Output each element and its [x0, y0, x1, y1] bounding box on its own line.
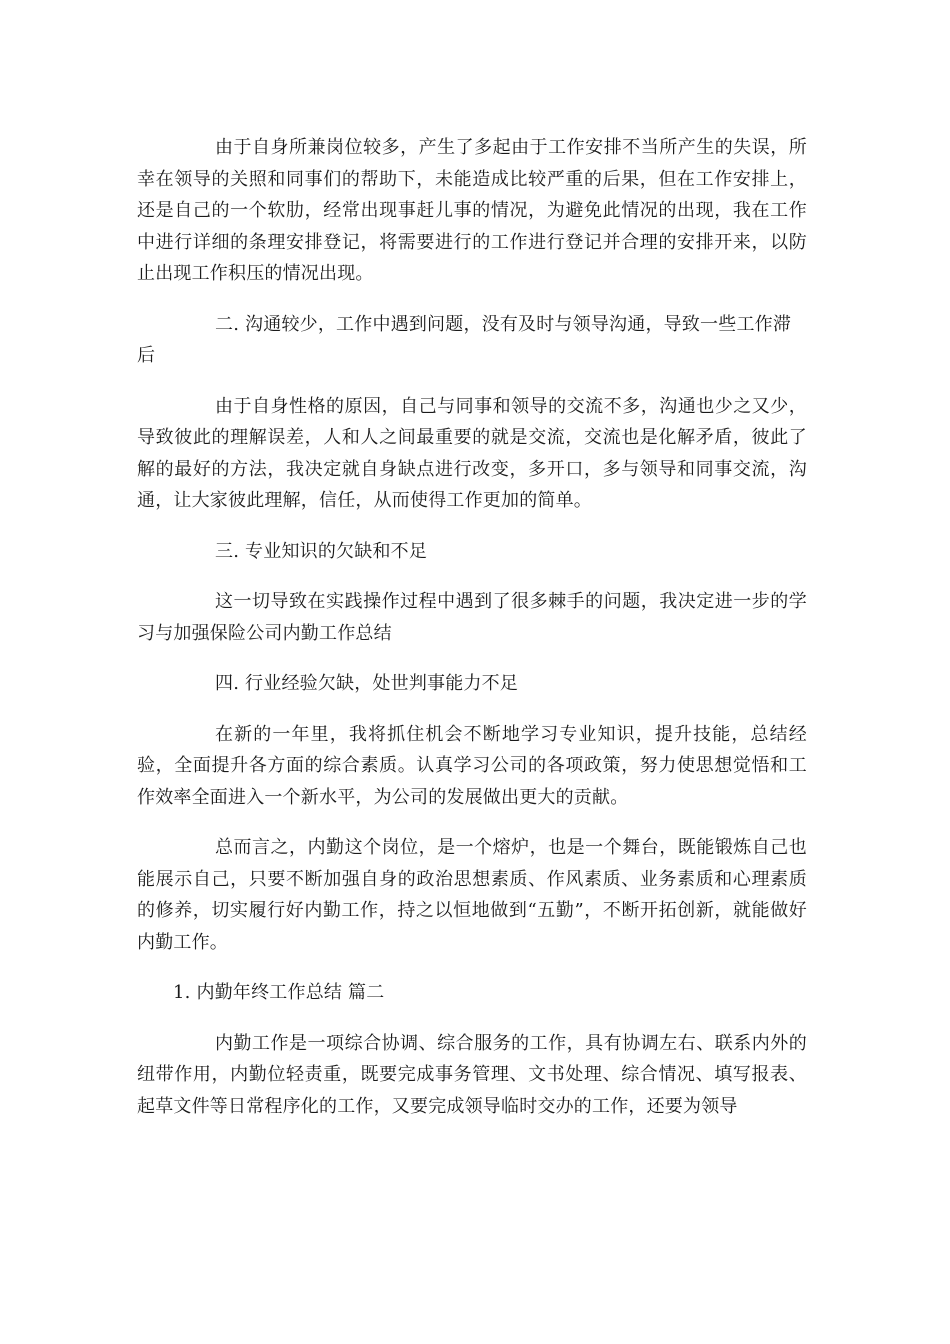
section-heading-two: 二. 沟通较少，工作中遇到问题，没有及时与领导沟通，导致一些工作滞后: [137, 313, 792, 366]
paragraph-schedule-errors: 由于自身所兼岗位较多，产生了多起由于工作安排不当所产生的失误，所幸在领导的关照和同事们的帮助下，未能造成比较严重的后果，但在工作安排上，还是自己的一个软肋，经常出现事赶儿事的情况，为避免此情况的出现，我在工作中进行详细的条理安排登记，将需要进行的工作进行登记并合理的安排开来，以防止出现工作积压的情况出现。: [137, 137, 807, 284]
paragraph-office-work: 内勤工作是一项综合协调、综合服务的工作，具有协调左右、联系内外的纽带作用，内勤位轻责重，既要完成事务管理、文书处理、综合情况、填写报表、起草文件等日常程序化的工作，又要完成领导临时交办的工作，还要为领导: [137, 1032, 807, 1117]
paragraph-knowledge: 这一切导致在实践操作过程中遇到了很多棘手的问题，我决定进一步的学习与加强保险公司内勤工作总结: [137, 591, 807, 644]
paragraph-communication: 由于自身性格的原因，自己与同事和领导的交流不多，沟通也少之又少，导致彼此的理解误差，人和人之间最重要的就是交流，交流也是化解矛盾，彼此了解的最好的方法，我决定就自身缺点进行改变，多开口，多与领导和同事交流，沟通，让大家彼此理解，信任，从而使得工作更加的简单。: [137, 395, 807, 511]
paragraph-conclusion: 总而言之，内勤这个岗位，是一个熔炉，也是一个舞台，既能锻炼自己也能展示自己，只要不断加强自身的政治思想素质、作风素质、业务素质和心理素质的修养，切实履行好内勤工作，持之以恒地做到“五勤”，不断开拓创新，就能做好内勤工作。: [137, 837, 807, 953]
paragraph-new-year: 在新的一年里，我将抓住机会不断地学习专业知识，提升技能，总结经验，全面提升各方面的综合素质。认真学习公司的各项政策，努力使思想觉悟和工作效率全面进入一个新水平，为公司的发展做出更大的贡献。: [137, 723, 807, 808]
section-heading-four: 四. 行业经验欠缺，处世判事能力不足: [215, 673, 519, 694]
document-body: [137, 132, 807, 1141]
article-heading-part-two: 1. 内勤年终工作总结 篇二: [173, 982, 385, 1003]
section-heading-three: 三. 专业知识的欠缺和不足: [215, 540, 428, 562]
